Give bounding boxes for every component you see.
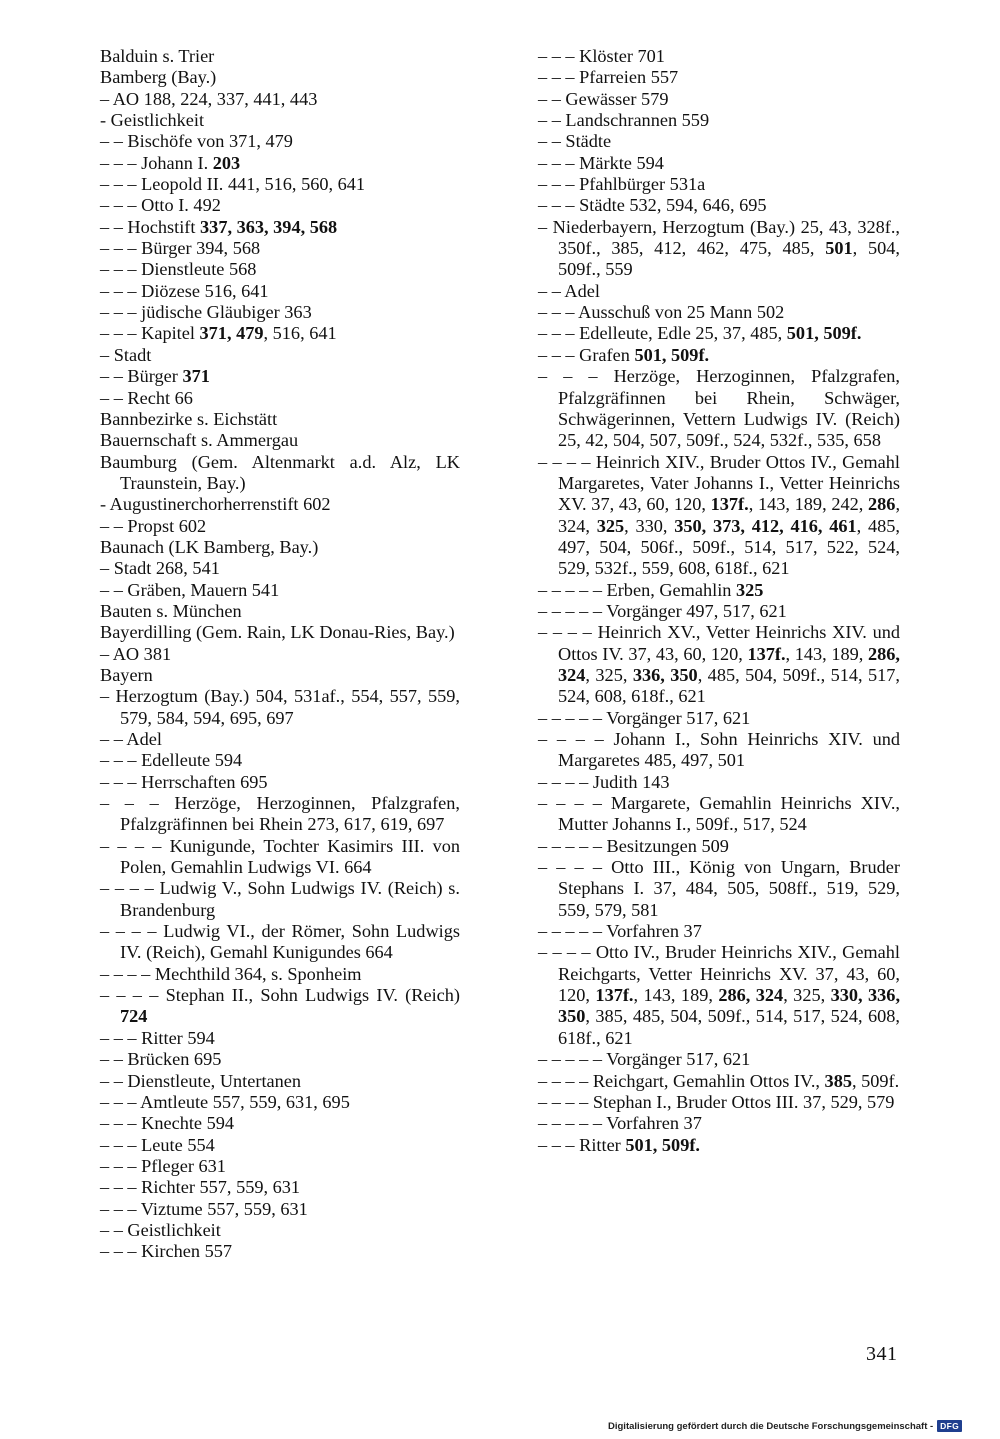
index-entry-text: – – Bürger 371 [100,366,210,387]
index-entry-text: – Herzogtum (Bay.) 504, 531af., 554, 557, 559, 579, 584, 594, 695, 697 [100,686,460,728]
index-entry-text: – – – – Mechthild 364, s. Sponheim [100,963,362,984]
index-entry-text: Baumburg (Gem. Altenmarkt a.d. Alz, LK Traunstein, Bay.) [100,451,460,493]
index-entry-text: Bauernschaft s. Ammergau [100,430,299,451]
index-entry-text: – – – – Stephan I., Bruder Ottos III. 37, 529, 579 [538,1091,895,1112]
index-entry-text: – – – – Otto III., König von Ungarn, Bruder Stephans I. 37, 484, 505, 508ff., 519, 529, 559, 579, 581 [538,857,900,920]
index-entry-text: – – – Amtleute 557, 559, 631, 695 [100,1091,350,1112]
index-entry-text: – – – – Otto IV., Bruder Heinrichs XIV., Gemahl Reichgarts, Vetter Heinrichs XV. 37, 43, 60, 120, 137f., 143, 189, 286, 324, 325, 330, 336, 350, 385, 485, 504, 509f., 514, 517, 524, 608, 618f., 621 [538,942,901,1048]
index-entry [538,131,900,152]
index-entry [538,110,900,131]
index-entry [100,494,460,515]
index-entry [100,1241,460,1262]
index-entry [100,1028,460,1049]
index-entry-text: – – – Kapitel 371, 479, 516, 641 [100,323,337,344]
index-entry-text: – – – – – Vorgänger 497, 517, 621 [538,600,787,621]
index-entry [100,1177,460,1198]
index-entry-text: – – Landschrannen 559 [538,110,710,131]
digitization-footer [608,1420,962,1432]
index-entry-text: – – – – – Vorfahren 37 [538,921,702,942]
index-entry [100,772,460,793]
index-entry [100,302,460,323]
index-entry [538,729,900,772]
index-entry [100,409,460,430]
index-entry [100,537,460,558]
index-entry [100,1156,460,1177]
index-entry-text: – – Hochstift 337, 363, 394, 568 [100,216,338,237]
index-entry [100,964,460,985]
index-entry-text: – – – – Ludwig VI., der Römer, Sohn Ludwigs IV. (Reich), Gemahl Kunigundes 664 [100,921,460,963]
index-entry-text: – – – Ritter 594 [100,1027,215,1048]
index-entry-text: – – – Städte 532, 594, 646, 695 [538,195,767,216]
index-entry-text: – – – Richter 557, 559, 631 [100,1177,301,1198]
index-entry-text: – – – – Stephan II., Sohn Ludwigs IV. (Reich) 724 [100,985,460,1027]
index-entry [538,366,900,451]
index-entry [538,622,900,707]
index-entry-text: – – – Märkte 594 [538,152,664,173]
index-entry-text: – – Recht 66 [100,387,193,408]
index-entry-text: – – – – – Vorgänger 517, 621 [538,707,751,728]
index-entry [100,622,460,643]
index-entry [538,1071,900,1092]
index-entry [100,1071,460,1092]
index-entry [100,1220,460,1241]
index-entry-text: – – – – – Vorgänger 517, 621 [538,1049,751,1070]
index-entry [100,217,460,238]
index-entry-text: – – – Pfahlbürger 531a [538,174,706,195]
index-entry-text: – – – Leute 554 [100,1134,215,1155]
index-entry [100,1049,460,1070]
index-entry [538,772,900,793]
index-entry-text: - Geistlichkeit [100,110,205,131]
index-entry [538,452,900,580]
index-entry [538,857,900,921]
index-entry-text: – – – Herzöge, Herzoginnen, Pfalzgrafen, Pfalzgräfinnen bei Rhein 273, 617, 619, 697 [100,793,460,835]
index-entry-text: – – – – Reichgart, Gemahlin Ottos IV., 385, 509f. [538,1070,900,1091]
index-entry [100,1092,460,1113]
index-entry-text: – – – – Heinrich XV., Vetter Heinrichs XIV. und Ottos IV. 37, 43, 60, 120, 137f., 143, 189, 286, 324, 325, 336, 350, 485, 504, 509f., 514, 517, 524, 608, 618f., 621 [538,622,901,707]
index-entry-text: – – – Viztume 557, 559, 631 [100,1198,308,1219]
index-entry [538,1049,900,1070]
index-entry-text: – – Adel [538,280,600,301]
index-entry-text: – – – Edelleute 594 [100,750,243,771]
index-entry-text: – – – Edelleute, Edle 25, 37, 485, 501, 509f. [538,323,862,344]
index-entry-text: – – – Ausschuß von 25 Mann 502 [538,302,785,323]
index-entry [538,601,900,622]
index-entry-text: Bayern [100,664,153,685]
index-entry [100,281,460,302]
index-entry-text: – – – Pfleger 631 [100,1155,226,1176]
index-entry-text: – – Geistlichkeit [100,1219,221,1240]
index-entry-text: – Niederbayern, Herzogtum (Bay.) 25, 43, 328f., 350f., 385, 412, 462, 475, 485, 501, 504, 509f., 559 [538,216,900,280]
index-entry-text: – Stadt 268, 541 [100,558,220,579]
index-entry [538,921,900,942]
index-entry-text: – – – – Ludwig V., Sohn Ludwigs IV. (Reich) s. Brandenburg [100,878,460,920]
index-entry [538,67,900,88]
index-entry-text: – – – – Johann I., Sohn Heinrichs XIV. und Margaretes 485, 497, 501 [538,729,900,771]
index-entry [538,153,900,174]
index-entry [100,195,460,216]
index-entry [538,302,900,323]
index-entry [100,686,460,729]
index-entry-text: – – – – – Erben, Gemahlin 325 [538,579,764,600]
index-entry [100,921,460,964]
index-entry [100,452,460,495]
index-entry-text: – – – – – Besitzungen 509 [538,835,729,856]
index-entry [100,89,460,110]
index-entry-text: Bannbezirke s. Eichstätt [100,408,278,429]
index-column-right [538,46,900,1156]
index-entry [538,1135,900,1156]
footer-text: Digitalisierung gefördert durch die Deutsche Forschungsgemeinschaft - [608,1420,934,1432]
index-entry [100,67,460,88]
index-entry-text: – – – – Kunigunde, Tochter Kasimirs III. von Polen, Gemahlin Ludwigs VI. 664 [100,835,460,878]
index-entry [538,174,900,195]
index-entry-text: – – – Otto I. 492 [100,195,221,216]
index-entry-text: – – Adel [100,729,162,749]
index-entry [538,793,900,836]
index-entry-text: – – Dienstleute, Untertanen [100,1070,302,1091]
index-entry [100,750,460,771]
index-entry-text: – – – Klöster 701 [538,46,665,66]
index-entry [538,836,900,857]
index-entry [538,195,900,216]
index-entry-text: – – Brücken 695 [100,1049,222,1070]
index-entry [100,1135,460,1156]
index-entry-text: – – – Johann I. 203 [100,152,241,173]
index-entry [538,708,900,729]
index-entry-text: – – – Grafen 501, 509f. [538,344,710,365]
index-entry-text: – – – Dienstleute 568 [100,259,257,280]
index-entry [100,665,460,686]
index-entry-text: – – – jüdische Gläubiger 363 [100,302,312,323]
index-entry-text: Bayerdilling (Gem. Rain, LK Donau-Ries, Bay.) [100,622,455,643]
index-entry [100,558,460,579]
index-entry [100,323,460,344]
index-entry [100,345,460,366]
index-entry-text: – – – Ritter 501, 509f. [538,1134,700,1155]
index-entry [538,217,900,281]
index-entry [100,729,460,750]
index-entry [100,110,460,131]
index-entry [100,238,460,259]
index-entry-text: – – – Herrschaften 695 [100,771,268,792]
index-entry-text: Baunach (LK Bamberg, Bay.) [100,536,319,557]
index-entry [100,259,460,280]
index-entry-text: – – – Herzöge, Herzoginnen, Pfalzgrafen, Pfalzgräfinnen bei Rhein, Schwäger, Schwägerinnen, Vettern Ludwigs IV. (Reich) 25, 42, 504, 507, 509f., 524, 532f., 535, 658 [538,366,900,451]
index-entry [538,1092,900,1113]
index-entry-text: – – Gräben, Mauern 541 [100,579,280,600]
index-entry-text: – – – – Heinrich XIV., Bruder Ottos IV., Gemahl Margaretes, Vater Johanns I., Vetter Heinrichs XV. 37, 43, 60, 120, 137f., 143, 189, 242, 286, 324, 325, 330, 350, 373, 412, 416, 461, 485, 497, 504, 506f., 509f., 514, 517, 522, 524, 529, 532f., 559, 608, 618f., 621 [538,451,901,579]
index-entry-text: – – – Leopold II. 441, 516, 560, 641 [100,174,366,195]
index-entry [100,793,460,836]
index-entry-text: – – – Knechte 594 [100,1113,235,1134]
index-entry [100,366,460,387]
index-entry [538,46,900,67]
index-entry [100,516,460,537]
index-entry [100,153,460,174]
index-entry-text: – – – – Margarete, Gemahlin Heinrichs XIV., Mutter Johanns I., 509f., 517, 524 [538,793,900,835]
index-entry-text: – AO 188, 224, 337, 441, 443 [100,88,318,109]
index-entry-text: – – – Diözese 516, 641 [100,280,269,301]
index-entry-text: – – – Bürger 394, 568 [100,238,261,259]
index-entry [100,1199,460,1220]
index-entry [100,580,460,601]
index-entry [100,430,460,451]
index-entry-text: – – – Kirchen 557 [100,1241,233,1262]
index-entry [100,985,460,1028]
index-entry-text: – – – – Judith 143 [538,771,670,792]
index-entry-text: Balduin s. Trier [100,46,215,66]
index-entry-text: – AO 381 [100,643,172,664]
index-entry-text: – – – – – Vorfahren 37 [538,1113,702,1134]
index-entry [538,345,900,366]
index-entry [538,1113,900,1134]
index-entry-text: – – Gewässer 579 [538,88,669,109]
dfg-logo: DFG [937,1420,962,1432]
index-entry [538,942,900,1049]
index-entry-text: Bauten s. München [100,600,242,621]
index-entry-text: – – – Pfarreien 557 [538,67,679,88]
index-entry-text: Bamberg (Bay.) [100,67,217,88]
index-entry [100,836,460,879]
index-entry [100,174,460,195]
page-number: 341 [866,1343,898,1365]
index-entry [100,878,460,921]
index-entry [100,601,460,622]
index-entry-text: – – Städte [538,131,612,152]
index-entry [100,1113,460,1134]
index-entry-text: – – Bischöfe von 371, 479 [100,131,293,152]
index-entry [538,323,900,344]
index-entry [100,46,460,67]
index-entry [100,388,460,409]
index-entry [538,580,900,601]
index-entry [100,131,460,152]
index-entry [538,89,900,110]
index-entry [100,644,460,665]
index-entry-text: - Augustinerchorherrenstift 602 [100,494,331,515]
index-entry-text: – Stadt [100,344,152,365]
index-entry [538,281,900,302]
index-entry-text: – – Propst 602 [100,515,207,536]
index-column-left [100,46,460,1263]
